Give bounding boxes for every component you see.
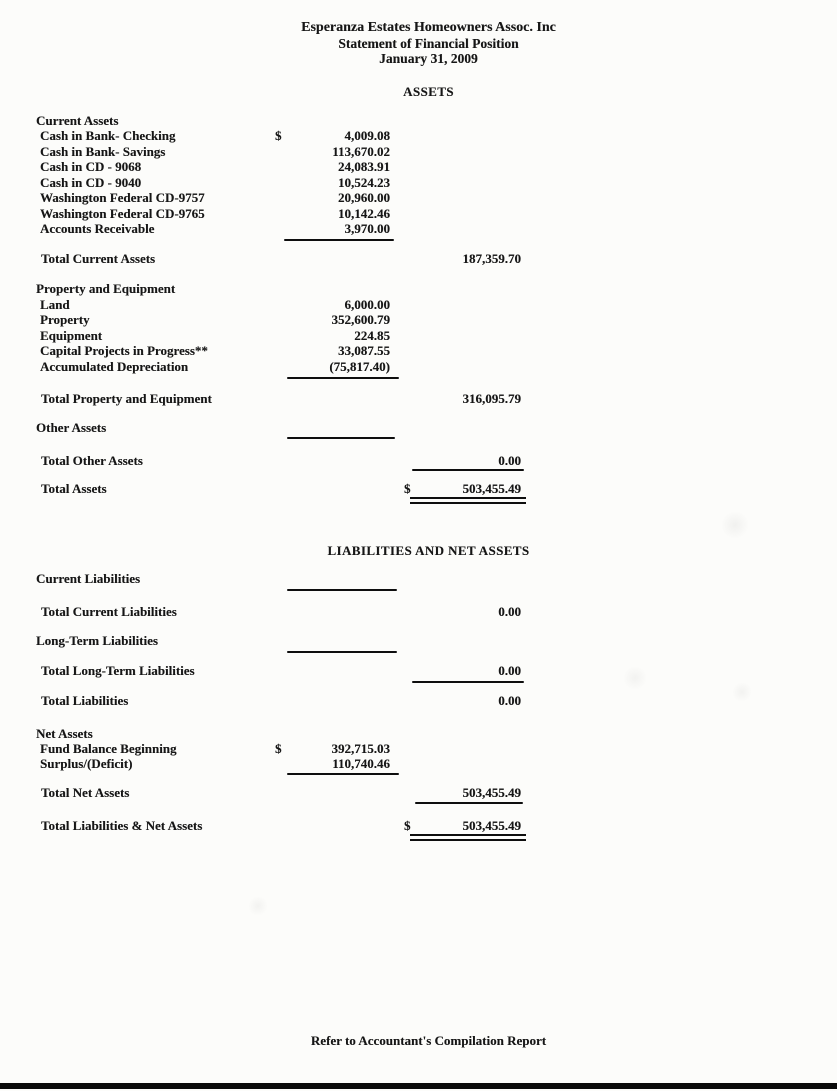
statement-title: Statement of Financial Position (338, 36, 519, 51)
total-row (0, 604, 837, 620)
total-label: Total Long-Term Liabilities (41, 663, 195, 678)
total-amount: 503,455.49 (462, 785, 521, 800)
row-label: Cash in Bank- Savings (40, 144, 166, 159)
asset-row (0, 159, 837, 175)
longterm-liabilities-heading: Long-Term Liabilities (36, 633, 158, 648)
total-label: Total Liabilities & Net Assets (41, 818, 203, 833)
subtotal-rule (287, 437, 395, 439)
row-label: Accumulated Depreciation (40, 359, 189, 374)
row-label: Cash in CD - 9068 (40, 159, 142, 174)
property-equipment-heading: Property and Equipment (36, 281, 176, 296)
row-amount: (75,817.40) (329, 359, 390, 374)
row-label: Land (40, 297, 70, 312)
total-row (0, 453, 837, 469)
current-liabilities-heading-row (0, 571, 837, 587)
other-assets-heading: Other Assets (36, 420, 107, 435)
total-rule (412, 469, 524, 471)
total-label: Total Liabilities (41, 693, 129, 708)
asset-row (0, 190, 837, 206)
total-label: Total Property and Equipment (41, 391, 212, 406)
total-amount: 187,359.70 (462, 251, 521, 266)
row-amount: 20,960.00 (338, 190, 390, 205)
row-label: Equipment (40, 328, 103, 343)
total-row (0, 391, 837, 407)
row-amount: 3,970.00 (344, 221, 390, 236)
total-amount: 0.00 (498, 604, 521, 619)
row-label: Cash in Bank- Checking (40, 128, 176, 143)
total-row (0, 663, 837, 679)
asset-row (0, 144, 837, 160)
total-row (0, 251, 837, 267)
row-label: Capital Projects in Progress** (40, 343, 208, 358)
grand-total-rule (410, 497, 526, 504)
row-amount: 10,524.23 (338, 175, 390, 190)
row-amount: 392,715.03 (331, 741, 390, 756)
row-label: Washington Federal CD-9765 (40, 206, 205, 221)
subtotal-rule (287, 377, 399, 379)
row-label: Accounts Receivable (40, 221, 155, 236)
dollar-sign: $ (404, 818, 411, 833)
asset-row (0, 328, 837, 344)
dollar-sign: $ (275, 741, 282, 756)
other-assets-heading-row (0, 420, 837, 436)
net-assets-row (0, 741, 837, 757)
row-amount: 24,083.91 (338, 159, 390, 174)
subtotal-rule (287, 773, 399, 775)
subtotal-rule (287, 589, 397, 591)
current-assets-heading: Current Assets (36, 113, 119, 128)
liabilities-section-heading: LIABILITIES AND NET ASSETS (327, 543, 530, 558)
net-assets-heading: Net Assets (36, 726, 93, 741)
total-rule (415, 802, 523, 804)
row-amount: 224.85 (354, 328, 390, 343)
row-amount: 10,142.46 (338, 206, 390, 221)
current-assets-heading-row (0, 113, 837, 129)
asset-row (0, 312, 837, 328)
total-amount: 316,095.79 (462, 391, 521, 406)
current-liabilities-heading: Current Liabilities (36, 571, 141, 586)
dollar-sign: $ (404, 481, 411, 496)
row-amount: 4,009.08 (344, 128, 390, 143)
row-label: Property (40, 312, 90, 327)
row-amount: 33,087.55 (338, 343, 390, 358)
row-amount: 110,740.46 (332, 756, 390, 771)
row-amount: 6,000.00 (344, 297, 390, 312)
assets-section-heading: ASSETS (403, 84, 454, 99)
asset-row (0, 359, 837, 375)
total-row (0, 785, 837, 801)
total-label: Total Current Assets (41, 251, 156, 266)
asset-row (0, 221, 837, 237)
longterm-liabilities-heading-row (0, 633, 837, 649)
total-amount: 0.00 (498, 663, 521, 678)
asset-row (0, 175, 837, 191)
total-label: Total Assets (41, 481, 107, 496)
property-equipment-heading-row (0, 281, 837, 297)
total-amount: 0.00 (498, 693, 521, 708)
total-amount: 503,455.49 (462, 481, 521, 496)
row-label: Washington Federal CD-9757 (40, 190, 205, 205)
row-label: Cash in CD - 9040 (40, 175, 142, 190)
net-assets-row (0, 756, 837, 772)
asset-row (0, 128, 837, 144)
total-row (0, 693, 837, 709)
total-amount: 503,455.49 (462, 818, 521, 833)
scan-edge-bar (0, 1083, 837, 1089)
total-amount: 0.00 (498, 453, 521, 468)
grand-total-rule (410, 834, 526, 841)
total-label: Total Net Assets (41, 785, 130, 800)
asset-row (0, 297, 837, 313)
grand-total-row (0, 818, 837, 834)
statement-date: January 31, 2009 (379, 51, 478, 66)
row-amount: 113,670.02 (332, 144, 390, 159)
grand-total-row (0, 481, 837, 497)
row-amount: 352,600.79 (331, 312, 390, 327)
asset-row (0, 206, 837, 222)
row-label: Surplus/(Deficit) (40, 756, 133, 771)
total-label: Total Current Liabilities (41, 604, 177, 619)
subtotal-rule (284, 239, 394, 241)
net-assets-heading-row (0, 726, 837, 742)
asset-row (0, 343, 837, 359)
company-name: Esperanza Estates Homeowners Assoc. Inc (301, 20, 556, 35)
row-label: Fund Balance Beginning (40, 741, 177, 756)
subtotal-rule (287, 651, 397, 653)
total-rule (412, 681, 524, 683)
footer-note: Refer to Accountant's Compilation Report (310, 1033, 547, 1048)
total-label: Total Other Assets (41, 453, 143, 468)
dollar-sign: $ (275, 128, 282, 143)
